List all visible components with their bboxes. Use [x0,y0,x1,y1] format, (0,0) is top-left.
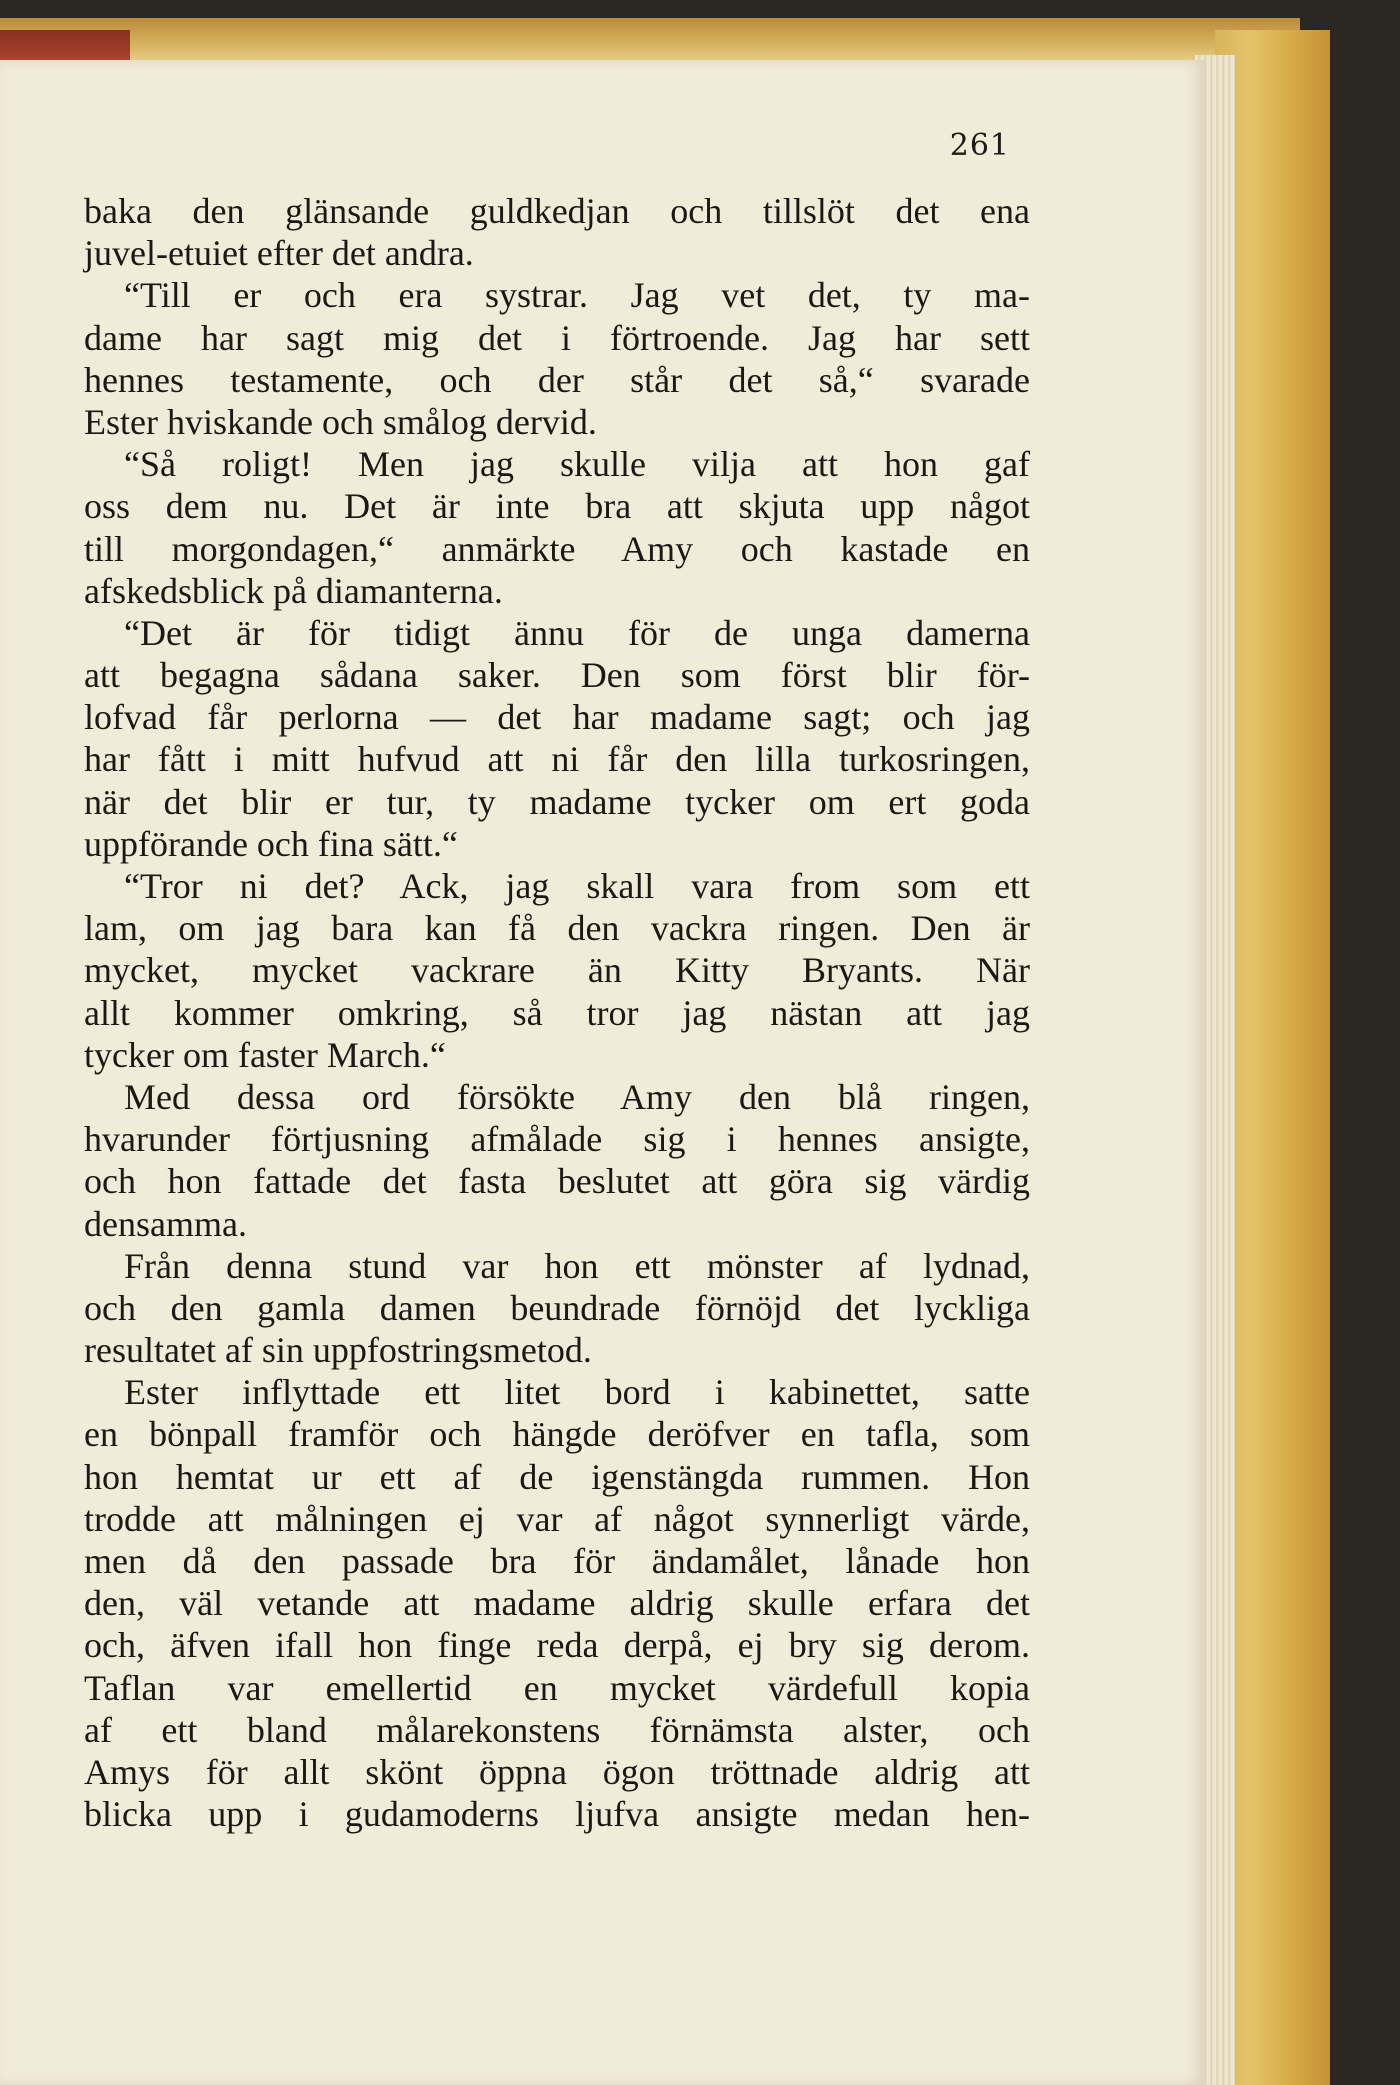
text-line: hon hemtat ur ett af de igenstängda rummen. Hon [84,1456,1030,1497]
text-line: “Så roligt! Men jag skulle vilja att hon gaf [124,444,1030,485]
text-line: tycker om faster March.“ [84,1034,446,1075]
text-line: blicka upp i gudamoderns ljufva ansigte medan hen- [84,1794,1030,1835]
text-line: Ester hviskande och smålog dervid. [84,401,597,442]
text-line: men då den passade bra för ändamålet, lånade hon [84,1541,1030,1581]
text-line: Taflan var emellertid en mycket värdefull kopia [84,1667,1030,1708]
text-line: och hon fattade det fasta beslutet att göra sig värdig [84,1161,1030,1202]
text-line: afskedsblick på diamanterna. [84,570,503,611]
text-line: mycket, mycket vackrare än Kitty Bryants. När [84,950,1030,991]
text-line: lam, om jag bara kan få den vackra ringen. Den är [84,908,1030,949]
text-line: den, väl vetande att madame aldrig skulle erfara det [84,1583,1030,1624]
text-line: resultatet af sin uppfostringsmetod. [84,1330,592,1371]
text-line: Från denna stund var hon ett mönster af lydnad, [124,1245,1030,1286]
text-line: har fått i mitt hufvud att ni får den lilla turkosringen, [84,739,1030,780]
text-line: Amys för allt skönt öppna ögon tröttnade aldrig att [84,1751,1030,1792]
text-line: Med dessa ord försökte Amy den blå ringen, [124,1076,1030,1117]
text-line: “Det är för tidigt ännu för de unga damerna [124,612,1030,653]
text-line: och den gamla damen beundrade förnöjd det lyckliga [84,1287,1030,1328]
text-line: och, äfven ifall hon finge reda derpå, ej bry sig derom. [84,1625,1030,1666]
text-line: dame har sagt mig det i förtroende. Jag har sett [84,317,1030,358]
page-body-text [84,190,1030,1835]
text-line: densamma. [84,1203,247,1244]
text-line: juvel-etuiet efter det andra. [84,233,474,274]
text-line: att begagna sådana saker. Den som först blir för- [84,655,1030,696]
page-number: 261 [949,128,1010,163]
text-line: “Till er och era systrar. Jag vet det, ty ma- [124,275,1030,316]
text-line: till morgondagen,“ anmärkte Amy och kastade en [84,528,1030,569]
text-line: baka den glänsande guldkedjan och tillslöt det ena [84,191,1030,231]
text-line: när det blir er tur, ty madame tycker om ert goda [84,781,1030,822]
book-cover-top-edge [0,18,1300,62]
text-line: “Tror ni det? Ack, jag skall vara from som ett [124,866,1030,906]
text-line: lofvad får perlorna — det har madame sagt; och jag [84,697,1030,738]
text-line: oss dem nu. Det är inte bra att skjuta upp något [84,486,1030,527]
text-line: trodde att målningen ej var af något synnerligt värde, [84,1498,1030,1539]
text-line: allt kommer omkring, så tror jag nästan att jag [84,992,1030,1033]
text-line: uppförande och fina sätt.“ [84,823,458,864]
text-line: hennes testamente, och der står det så,“ svarade [84,359,1030,400]
text-line: en bönpall framför och hängde deröfver en tafla, som [84,1414,1030,1455]
text-line: Ester inflyttade ett litet bord i kabinettet, satte [124,1372,1030,1413]
text-line: hvarunder förtjusning afmålade sig i hennes ansigte, [84,1119,1030,1160]
text-line: af ett bland målarekonstens förnämsta alster, och [84,1709,1030,1750]
